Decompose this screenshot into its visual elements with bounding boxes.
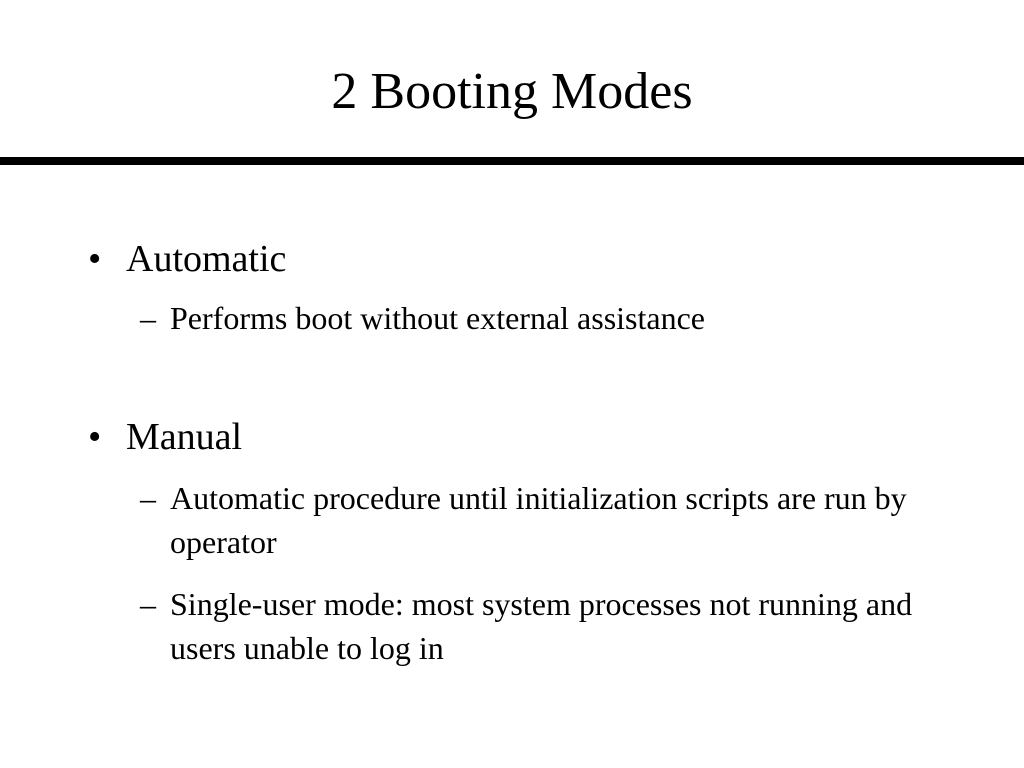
subitem-performs-boot [0, 296, 1024, 340]
bullet-manual [0, 414, 1024, 460]
slide-title: 2 Booting Modes [331, 63, 693, 120]
bullet-icon: • [88, 416, 102, 458]
subitem-single-user [0, 582, 1024, 670]
subitem-text: Automatic procedure until initialization scripts are run by operator [170, 480, 907, 560]
dash-icon: – [140, 300, 156, 336]
subitem-text: Performs boot without external assistance [170, 300, 705, 336]
subitem-text: Single-user mode: most system processes not running and users unable to log in [170, 586, 913, 666]
dash-icon: – [140, 480, 156, 516]
subitem-automatic-procedure [0, 476, 1024, 564]
bullet-icon: • [88, 238, 102, 280]
dash-icon: – [140, 586, 156, 622]
bullet-label: Manual [126, 416, 243, 458]
bullet-automatic [0, 236, 1024, 282]
bullet-label: Automatic [126, 238, 287, 280]
